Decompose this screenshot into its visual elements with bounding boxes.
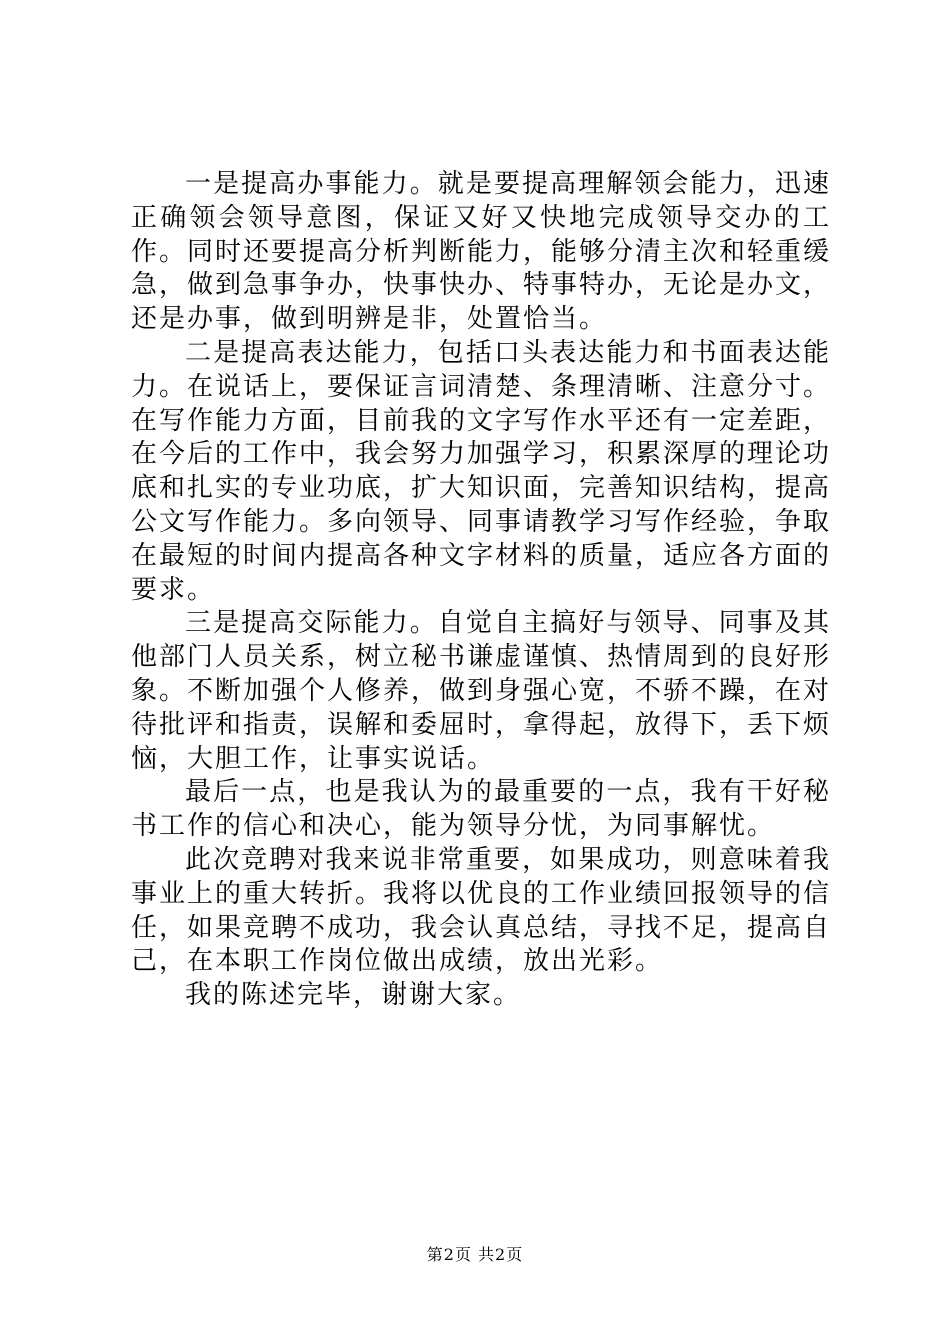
document-body xyxy=(131,168,831,1013)
paragraph-ability-handling: 一是提高办事能力。就是要提高理解领会能力，迅速正确领会领导意图，保证又好又快地完成领导交办的工作。同时还要提高分析判断能力，能够分清主次和轻重缓急，做到急事争办，快事快办、特事特办，无论是办文，还是办事，做到明辨是非，处置恰当。 xyxy=(131,169,832,335)
paragraph-confidence: 最后一点，也是我认为的最重要的一点，我有干好秘书工作的信心和决心，能为领导分忧，为同事解忧。 xyxy=(131,777,831,842)
paragraph-closing: 我的陈述完毕，谢谢大家。 xyxy=(185,980,522,1011)
paragraph-ability-expression: 二是提高表达能力，包括口头表达能力和书面表达能力。在说话上，要保证言词清楚、条理清晰、注意分寸。在写作能力方面，目前我的文字写作水平还有一定差距，在今后的工作中，我会努力加强学习，积累深厚的理论功底和扎实的专业功底，扩大知识面，完善知识结构，提高公文写作能力。多向领导、同事请教学习写作经验，争取在最短的时间内提高各种文字材料的质量，适应各方面的要求。 xyxy=(131,337,832,605)
paragraph-ability-communication: 三是提高交际能力。自觉自主搞好与领导、同事及其他部门人员关系，树立秘书谦虚谨慎、热情周到的良好形象。不断加强个人修养，做到身强心宽，不骄不躁，在对待批评和指责，误解和委屈时，拿得起，放得下，丢下烦恼，大胆工作，让事实说话。 xyxy=(131,608,832,774)
paragraph-significance: 此次竞聘对我来说非常重要，如果成功，则意味着我事业上的重大转折。我将以优良的工作业绩回报领导的信任，如果竞聘不成功，我会认真总结，寻找不足，提高自己，在本职工作岗位做出成绩，放出光彩。 xyxy=(131,844,832,977)
page-number-footer: 第2页 共2页 xyxy=(426,1245,524,1264)
